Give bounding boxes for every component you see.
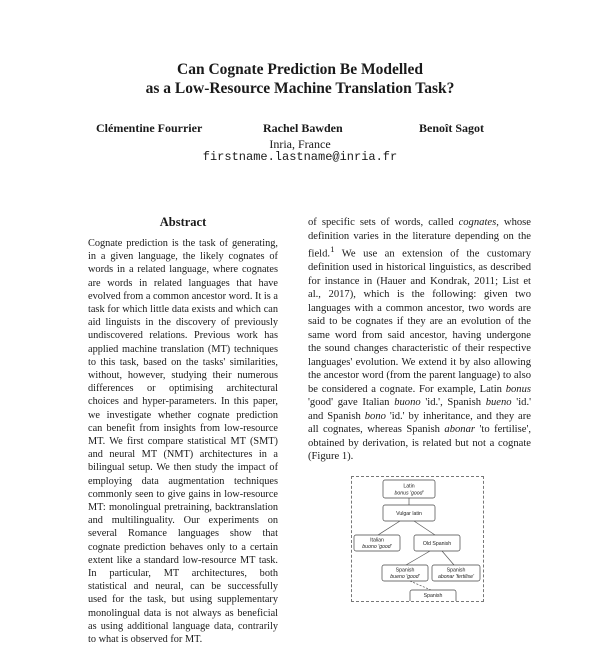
author-3: Benoît Sagot (419, 121, 485, 135)
affiliation: Inria, France (269, 137, 331, 151)
cognate-tree-diagram (352, 477, 483, 601)
abstract-heading: Abstract (159, 215, 207, 229)
edge-vulgar-oldspanish (414, 521, 435, 535)
intro-text-4: 'good' gave Italian (308, 397, 395, 409)
intro-text-6: 'id.' and Spanish (308, 397, 532, 422)
word-bono: bono (364, 410, 386, 422)
node-old-spanish (414, 535, 460, 551)
term-cognates: cognates (458, 217, 497, 228)
node-vulgar-latin (383, 505, 435, 521)
node-spanish-bono (410, 590, 456, 601)
node-spanish3-language: Spanish (423, 593, 443, 599)
node-italian-language: Italian (370, 537, 384, 544)
node-latin-word: bonus 'good' (394, 490, 424, 497)
node-spanish2-word: abonar 'fertilise' (437, 574, 475, 580)
node-italian-word: buono 'good' (362, 544, 392, 550)
intro-text-8: 'to fertilise', obtained by derivation, is related but not a cognate (Figure 1). (308, 424, 531, 463)
footnote-marker[interactable]: 1 (330, 244, 335, 254)
title-line-1: Can Cognate Prediction Be Modelled (177, 61, 423, 78)
node-spanish-bueno (382, 565, 428, 581)
intro-text-7: 'id.' by inheritance, and they are all cognates, whereas Spanish (308, 410, 531, 436)
intro-text-1: of specific sets of words, called (308, 217, 459, 228)
cognate-tree-figure (351, 476, 484, 602)
node-spanish1-word: bueno 'good' (390, 574, 420, 580)
word-abonar: abonar (444, 424, 476, 436)
abstract-text: Cognate prediction is the task of generating, in a given language, the likely cognates of words in a related language, where cognates are words in related languages that have evolved from a common ancestor word. It is a task for which little data exists and which can aid linguists in the discovery of previously undiscovered relations. Previous work has applied machine translation (MT) techniques to this task, based on the tasks' similarities, without, however, studying their numerous differences or optimising architectural choices and hyper-parameters. In this paper, we investigate whether cognate prediction can benefit from insights from low-resource MT. We first compare statistical MT (SMT) and neural MT (NMT) architectures in a bilingual setup. We then study the impact of employing data augmentation techniques commonly seen to give gains in low-resource MT: monolingual pretraining, backtranslation and multilinguality. Our experiments on several Romance languages show that cognate prediction behaves only to a certain extent like a standard low-resource MT task. In particular, MT architectures, both statistical and neural, can be successfully used for the task, but using supplementary monolingual data is not always as beneficial as using additional language data, contrarily to what is observed for MT. (88, 238, 278, 646)
edge-spanish1-spanish3 (410, 581, 431, 590)
node-spanish2-language: Spanish (446, 567, 466, 574)
word-bueno: bueno (485, 397, 512, 409)
node-italian (354, 535, 400, 551)
node-oldspanish-label: Old Spanish (422, 541, 452, 547)
intro-text-5: 'id.', Spanish (420, 397, 486, 409)
edge-vulgar-italian (378, 521, 400, 535)
paper-title (0, 60, 600, 98)
word-buono: buono (394, 397, 421, 409)
intro-text-3: We use an extension of the customary definition used in historical linguistics, as described for instance in (Hauer and Kondrak, 2011; List et al., 2017), which is the following: given two languages with a common ancestor, two words are said to be cognates if they are an evolution of the same word from said ancestor, having undergone the sound changes characteristic of their respective languages' evolution. We extend it by also allowing the ancestor word (from the parent language) to also be considered a cognate. For example, Latin (308, 248, 531, 395)
node-latin (383, 480, 435, 498)
node-latin-language: Latin (403, 483, 415, 490)
word-bonus: bonus (505, 383, 531, 395)
node-spanish1-language: Spanish (395, 567, 415, 574)
node-spanish-abonar (432, 565, 480, 581)
author-2: Rachel Bawden (263, 121, 343, 135)
title-line-2: as a Low-Resource Machine Translation Task? (145, 80, 455, 97)
node-vulgar-label: Vulgar latin (396, 511, 422, 517)
introduction-paragraph (308, 216, 531, 464)
author-1: Clémentine Fourrier (96, 121, 203, 135)
author-email: firstname.lastname@inria.fr (202, 150, 398, 164)
intro-text-2: , whose definition varies in the literature depending on the field. (308, 217, 531, 260)
edge-oldspanish-spanish1 (406, 551, 430, 565)
edge-oldspanish-spanish2 (442, 551, 454, 565)
